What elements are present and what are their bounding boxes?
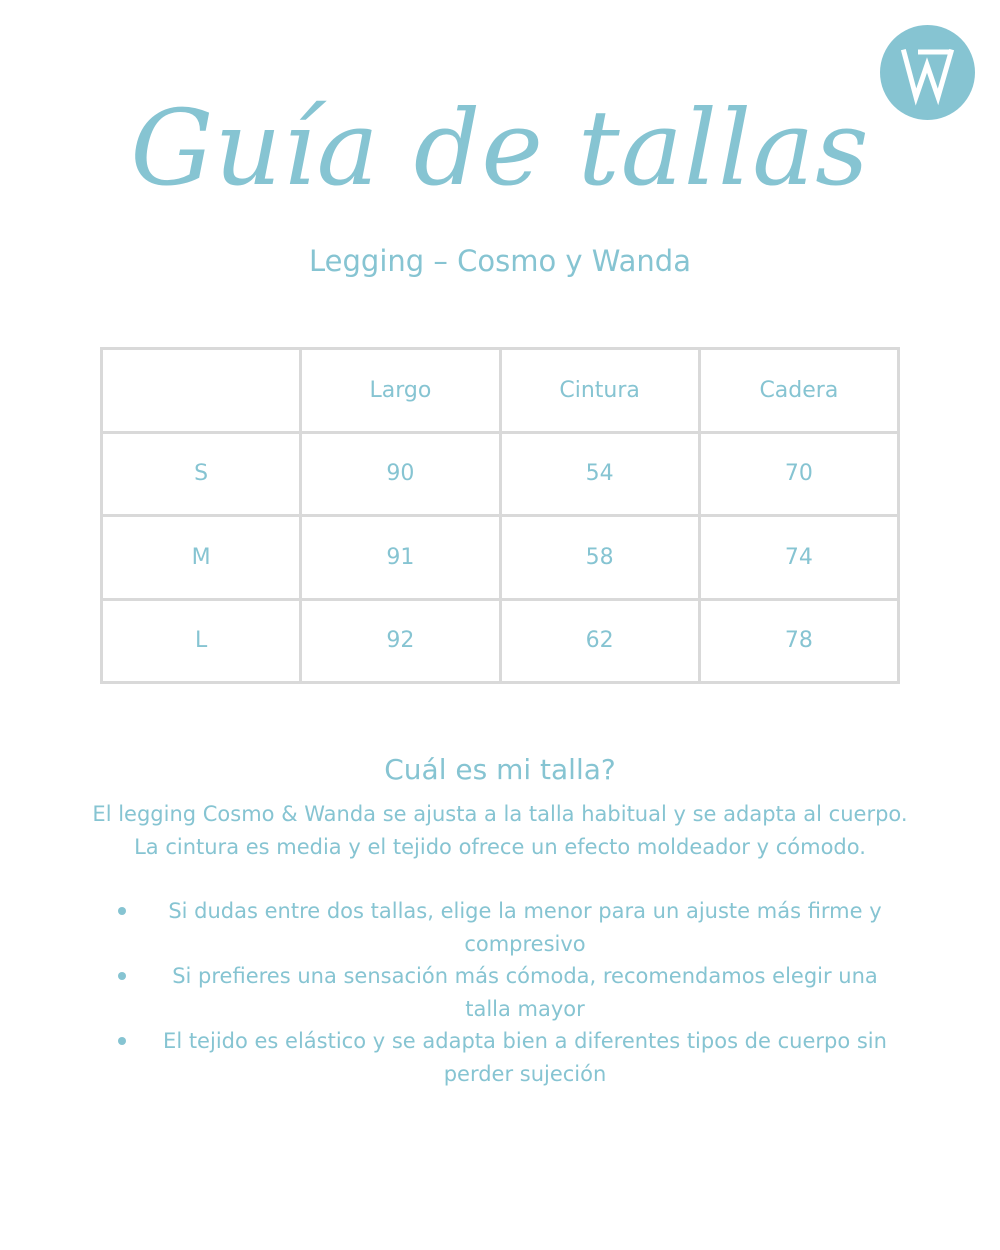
table-row bbox=[102, 516, 899, 600]
table-row bbox=[102, 432, 899, 516]
intro-line: La cintura es media y el tejido ofrece un efecto moldeador y cómodo. bbox=[134, 835, 866, 859]
size-table bbox=[100, 347, 900, 684]
tip-text: Si prefieres una sensación más cómoda, recomendamos elegir una talla mayor bbox=[172, 964, 878, 1021]
page-subtitle: Legging – Cosmo y Wanda bbox=[309, 244, 691, 278]
table-cell: 62 bbox=[500, 599, 699, 683]
bullet-icon bbox=[118, 907, 126, 915]
table-cell: 78 bbox=[699, 599, 898, 683]
bullet-icon bbox=[118, 1037, 126, 1045]
page-title: Guía de tallas bbox=[130, 87, 870, 209]
size-label-cell: M bbox=[102, 516, 301, 600]
fit-guide-title: Cuál es mi talla? bbox=[384, 753, 616, 786]
table-cell: 91 bbox=[301, 516, 500, 600]
table-header-row bbox=[102, 349, 899, 433]
table-header-cell: Cadera bbox=[699, 349, 898, 433]
table-cell: 58 bbox=[500, 516, 699, 600]
list-item bbox=[110, 960, 900, 1025]
fit-guide-intro bbox=[80, 798, 920, 864]
table-cell: 54 bbox=[500, 432, 699, 516]
tip-text: Si dudas entre dos tallas, elige la menor para un ajuste más firme y compresivo bbox=[168, 899, 882, 956]
bullet-icon bbox=[118, 972, 126, 980]
tip-text: El tejido es elástico y se adapta bien a diferentes tipos de cuerpo sin perder sujeción bbox=[163, 1029, 887, 1086]
size-label-cell: S bbox=[102, 432, 301, 516]
intro-line: El legging Cosmo & Wanda se ajusta a la talla habitual y se adapta al cuerpo. bbox=[92, 802, 908, 826]
size-label-cell: L bbox=[102, 599, 301, 683]
list-item bbox=[110, 1025, 900, 1090]
table-row bbox=[102, 599, 899, 683]
table-cell: 92 bbox=[301, 599, 500, 683]
fit-tips-list bbox=[110, 895, 900, 1090]
table-cell: 90 bbox=[301, 432, 500, 516]
table-cell: 70 bbox=[699, 432, 898, 516]
table-header-cell: Cintura bbox=[500, 349, 699, 433]
list-item bbox=[110, 895, 900, 960]
table-cell: 74 bbox=[699, 516, 898, 600]
table-header-cell: Largo bbox=[301, 349, 500, 433]
table-header-cell bbox=[102, 349, 301, 433]
